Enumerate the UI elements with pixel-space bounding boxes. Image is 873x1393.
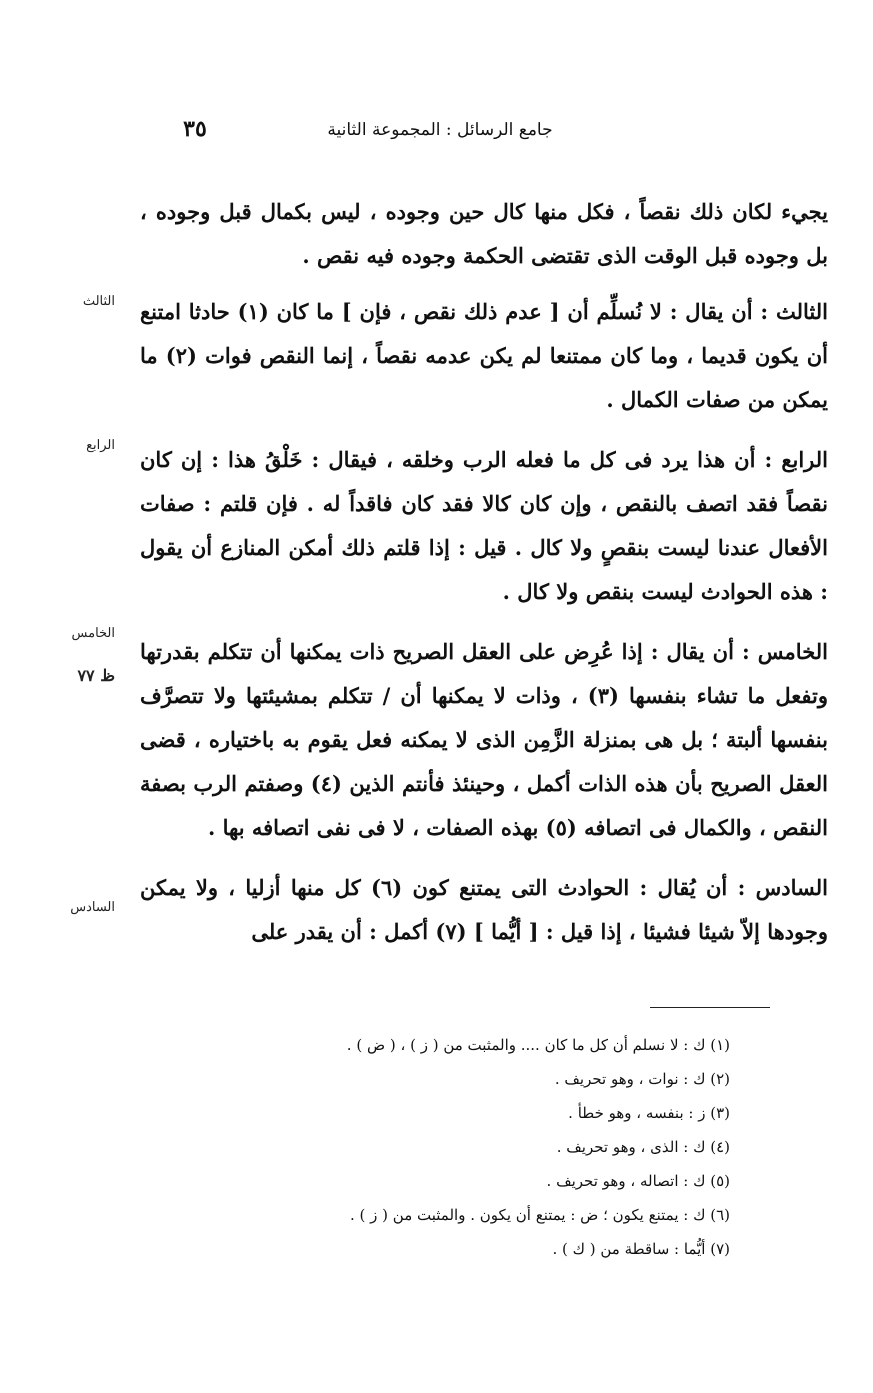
- running-header-title: جامع الرسائل : المجموعة الثانية: [327, 120, 553, 140]
- footnote-separator: [650, 1007, 770, 1008]
- footnotes: [255, 1028, 730, 1266]
- paragraph-fourth: [140, 438, 828, 614]
- paragraph-text: : أن يُقال : الحوادث التى يمتنع كون (٦) كل منها أزليا ، ولا يمكن وجودها إلاّ شيئا فشيئا ، إذا قيل : [ أيُّما ] (٧) أكمل : أن يقدر على: [140, 875, 828, 944]
- paragraph-fifth: [140, 630, 828, 850]
- paragraph-continuation: [140, 190, 828, 278]
- page-number: ٣٥: [183, 116, 207, 142]
- margin-note-fifth: الخامس: [71, 626, 115, 641]
- main-text: [140, 190, 828, 970]
- footnote: (١) ك : لا نسلم أن كل ما كان .... والمثبت من ( ز ) ، ( ض ) .: [346, 1036, 730, 1054]
- margin-note-third: الثالث: [82, 294, 115, 309]
- margin-note-sixth: السادس: [70, 900, 115, 915]
- footnote: (٢) ك : نوات ، وهو تحريف .: [554, 1070, 730, 1088]
- footnote: (٣) ز : بنفسه ، وهو خطأ .: [568, 1104, 730, 1122]
- footnote: (٦) ك : يمتنع يكون ؛ ض : يمتنع أن يكون . والمثبت من ( ز ) .: [350, 1206, 730, 1224]
- paragraph-sixth: [140, 866, 828, 954]
- paragraph-text: يجيء لكان ذلك نقصاً ، فكل منها كال حين وجوده ، ليس بكمال قبل وجوده ، بل وجوده قبل الوقت الذى تقتضى الحكمة وجوده فيه نقص .: [140, 199, 828, 268]
- footnote: (٧) أيُّما : ساقطة من ( ك ) .: [552, 1240, 730, 1258]
- paragraph-lead-word: السادس: [755, 875, 828, 900]
- margin-note-folio: ظ ٧٧: [77, 666, 115, 685]
- paragraph-lead-word: الثالث: [776, 299, 828, 324]
- footnote: (٤) ك : الذى ، وهو تحريف .: [556, 1138, 730, 1156]
- paragraph-text: : أن يقال : لا نُسلِّم أن [ عدم ذلك نقص ، فإن ] ما كان (١) حادثا امتنع أن يكون قديما ، وما كان ممتنعا لم يكن عدمه نقصاً ، إنما النقص فوات (٢) ما يمكن من صفات الكمال .: [140, 299, 828, 412]
- paragraph-lead-word: الرابع: [781, 447, 828, 472]
- margin-note-fourth: الرابع: [86, 438, 115, 453]
- footnote: (٥) ك : اتصاله ، وهو تحريف .: [546, 1172, 730, 1190]
- paragraph-third: [140, 290, 828, 422]
- paragraph-text: : أن يقال : إذا عُرِض على العقل الصريح ذات يمكنها أن تتكلم بقدرتها وتفعل ما تشاء بنفسها (٣) ، وذات لا يمكنها أن / تتكلم بمشيئتها ولا تتصرَّف بنفسها ألبتة ؛ بل هى بمنزلة الزَّمِن الذى لا يمكنه فعل يقوم به باختياره ، قضى العقل الصريح بأن هذه الذات أكمل ، وحينئذ فأنتم الذين (٤) وصفتم الرب بصفة النقص ، والكمال فى اتصافه (٥) بهذه الصفات ، لا فى نفى اتصافه بها .: [140, 639, 828, 840]
- paragraph-text: : أن هذا يرد فى كل ما فعله الرب وخلقه ، فيقال : خَلْقُ هذا : إن كان نقصاً فقد اتصف بالنقص ، وإن كان كالا فقد كان فاقداً له . فإن قلتم : صفات الأفعال عندنا ليست بنقصٍ ولا كال . قيل : إذا قلتم ذلك أمكن المنازع أن يقول : هذه الحوادث ليست بنقص ولا كال .: [140, 447, 828, 604]
- paragraph-lead-word: الخامس: [757, 639, 828, 664]
